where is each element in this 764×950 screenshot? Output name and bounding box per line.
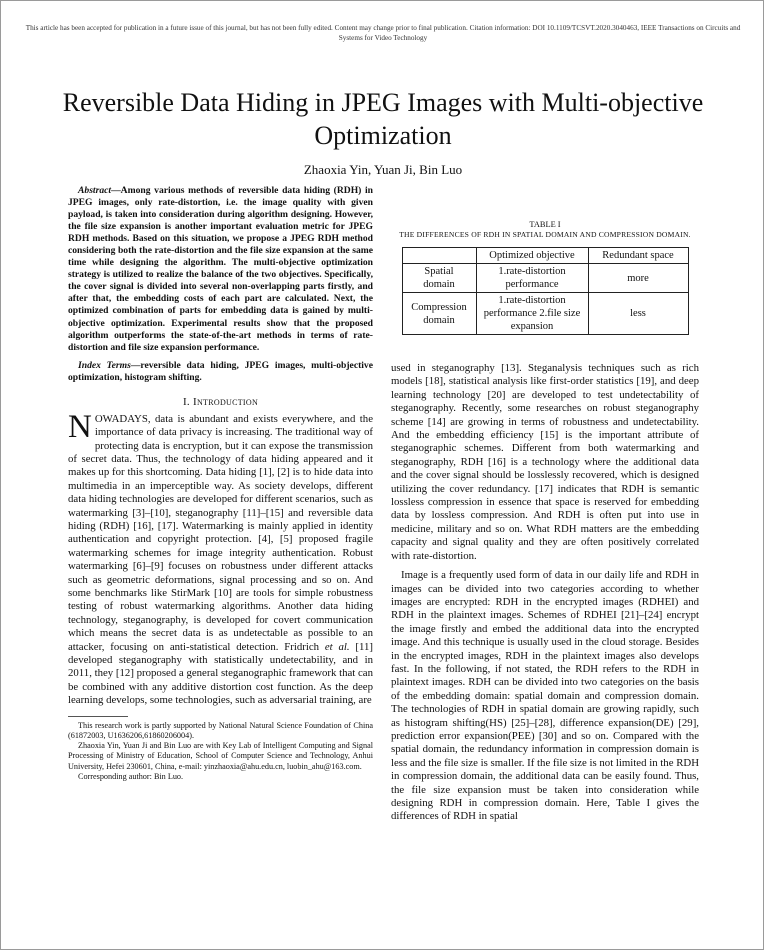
abstract-lead: Abstract	[78, 185, 112, 196]
table-cell-objective: 1.rate-distortion performance 2.file size expansion	[476, 293, 588, 335]
journal-header-note: This article has been accepted for publication in a future issue of this journal, but has not been fully edited. Content may change prior to final publication. Citation information: DOI 10.1109/TCSVT.2020.3040463, IEEE Transactions on Circuits and Systems for Video Technology	[25, 24, 741, 42]
table-header-cell: Redundant space	[588, 248, 688, 264]
drop-cap: N	[68, 408, 92, 445]
table-row	[402, 264, 688, 293]
footnote-corresponding: Corresponding author: Bin Luo.	[78, 771, 184, 781]
table-cell-domain: Compression domain	[402, 293, 476, 335]
right-body	[391, 362, 699, 824]
right-column	[391, 219, 699, 824]
right-paragraph-1: used in steganography [13]. Steganalysis techniques such as rich models [18], statistical analysis like first-order statistics [19], and deep learning technology [20] are developed to test undetectability of steganography. Recently, some researches on robust steganography scheme [14] are growing in terms of robustness and undetectability. And the embedding efficiency [15] is the important attribute of steganographic schemes. Different from both watermarking and steganography, RDH [16] is a technology where the additional data and the cover signal should be losslessly recovered, which is designed utilizing the cover redundancy. [17] indicates that RDH is semantic lossless compression in essence that space is reserved for embedding data by lossless compression. And RDH is often put into use in medicine, military and so on. What RDH matters are the embedding capacity and signal quality and they are often positively correlated with rate-distortion.	[391, 362, 699, 562]
intro-caps: OWADAYS	[94, 412, 148, 425]
index-terms-dash: —	[130, 359, 141, 371]
footnote-affiliation: Zhaoxia Yin, Yuan Ji and Bin Luo are with Key Lab of Intelligent Computing and Signal Processing of Ministry of Education, School of Computer Science and Technology, Anhui University, Hefei 230601, China, e-mail: yinzhaoxia@ahu.edu.cn, luobin_ahu@163.com.	[68, 741, 373, 771]
paper-authors: Zhaoxia Yin, Yuan Ji, Bin Luo	[303, 162, 463, 177]
index-terms	[68, 360, 373, 384]
abstract-dash: —	[111, 185, 121, 196]
abstract-text: Among various methods of reversible data hiding (RDH) in JPEG images, only rate-distortion, i.e. the image quality with given payload, is taken into consideration during algorithm designing. However, the file size expansion is another important evaluation metric for JPEG RDH methods. Based on this situation, we propose a JPEG RDH method considering both the rate-distortion and the file size expansion at the same time while designing the algorithm. The multi-objective optimization strategy is utilized to realize the balance of the two objectives. Specifically, the cover signal is divided into several non-overlapping parts firstly, and after that, the embedding costs of each part are calculated. Next, the optimized combination of parts for embedding data is gained by multi-objective optimization. Experimental results show that the proposed algorithm outperforms the state-of-the-art methods in terms of rate-distortion and file size expansion performance.	[68, 185, 373, 353]
table-cell-space: less	[588, 293, 688, 335]
rdh-comparison-table	[402, 247, 689, 335]
table-cell-objective: 1.rate-distortion performance	[476, 264, 588, 293]
index-terms-text: reversible data hiding, JPEG images, multi-objective optimization, histogram shifting.	[68, 359, 373, 383]
table-caption: THE DIFFERENCES OF RDH IN SPATIAL DOMAIN AND COMPRESSION DOMAIN.	[399, 230, 691, 239]
left-column	[68, 185, 373, 782]
table-header-cell: Optimized objective	[476, 248, 588, 264]
section-heading-introduction	[68, 395, 373, 409]
intro-paragraph	[68, 408, 373, 708]
table-cell-space: more	[588, 264, 688, 293]
table-label: TABLE I	[529, 220, 561, 229]
index-terms-lead: Index Terms	[78, 359, 131, 371]
right-paragraph-2: Image is a frequently used form of data in our daily life and RDH in images can be divided into two categories according to whether images are encrypted: RDH in the encrypted images (RDHEI) and RDH in the plaintext images. Schemes of RDHEI [21]–[24] encrypt the image firstly and embed the additional data into the encrypted image. And this technique is usually used in the cloud storage. Besides in the encrypted images, RDH in the plaintext images also develops fast. In the following, if not stated, the RDH refers to the RDH in plaintext images. RDH can be divided into two categories on the basis of the embedding domain: spatial domain and compression domain. The technologies of RDH in spatial domain are growing rapidly, such as histogram shifting(HS) [25]–[28], difference expansion(DE) [29], prediction error expansion(PEE) [30] and so on. Compared with the spatial domain, the redundancy information in compression domain is less and the file size is smaller. If the file size is not limited in the RDH in compression domain, the additional data can be easily found. Thus, the file size expansion must be taken into consideration while designing RDH in compression domain. Here, Table I gives the differences of RDH in spatial	[391, 569, 699, 823]
intro-text-cont: [11] developed steganography with statistically undetectability, and in 2011, they [12] proposed a general steganographic framework that can be combined with any additive distortion cost function. As the deep learning develops, some technologies, such as adversarial training, are	[68, 640, 373, 707]
table-1	[391, 219, 699, 335]
footnotes	[68, 721, 373, 782]
table-row	[402, 293, 688, 335]
section-title: Introduction	[193, 395, 259, 408]
intro-etal: et al.	[324, 640, 350, 653]
table-spacing	[391, 335, 699, 362]
table-header-cell	[402, 248, 476, 264]
table-header-row	[402, 248, 688, 264]
table-cell-domain: Spatial domain	[402, 264, 476, 293]
paper-title: Reversible Data Hiding in JPEG Images with Multi-objective Optimization	[62, 88, 704, 150]
section-number: I.	[182, 395, 194, 408]
footnote-divider	[68, 716, 128, 717]
abstract	[68, 185, 373, 354]
footnote-funding: This research work is partly supported by National Natural Science Foundation of China (61872003, U1636206,61860206004).	[68, 720, 373, 740]
intro-text: , data is abundant and exists everywhere, and the importance of data privacy is increasing. The traditional way of protecting data is encryption, but it can expose the transmission of secret data. Thus, the technology of data hiding appeared and it makes up for this shortcoming. Data hiding [1], [2] is to hide data into multimedia in an imperceptible way. As society develops, different data hiding technologies are developed for different scenarios, such as watermarking [3]–[10], steganography [11]–[15] and reversible data hiding (RDH) [16], [17]. Watermarking is mainly applied in identity authentication and copyright protection. [4], [5] proposed fragile watermarking schemes for image integrity authentication. Robust watermarking [6]–[9] focuses on robustness under different attacks such as geometric deformations, signal processing and so on. And some benchmarks like StirMark [10] are tools for simple robustness testing of robust watermarking algorithms. Another data hiding technology, steganography, is developed for covert communication which means the secret data is as undetectable as possible to an attacker, focusing on anti-statistical detection. Fridrich	[68, 412, 373, 653]
